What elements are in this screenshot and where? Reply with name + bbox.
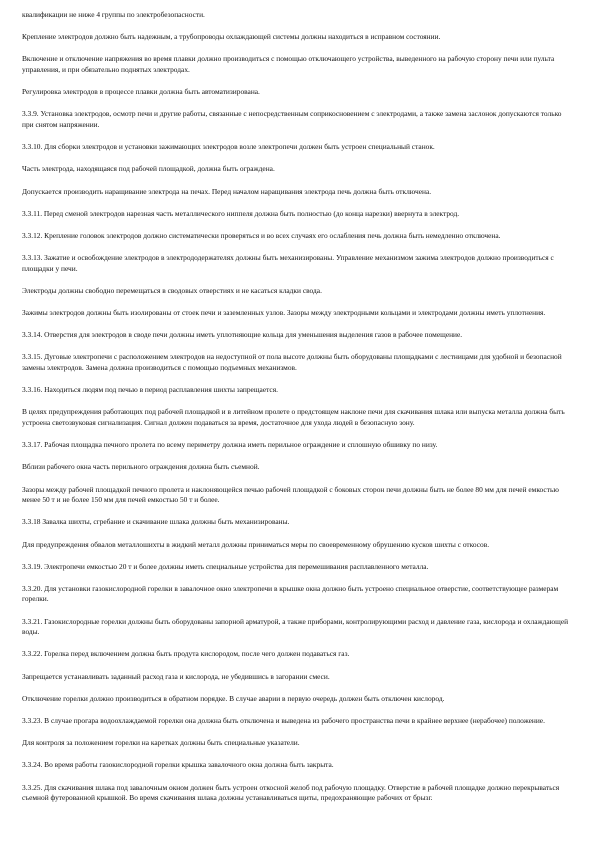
paragraph-2: Крепление электродов должно быть надежным, а трубопроводы охлаждающей системы должны находиться в исправном состоянии. xyxy=(22,32,441,42)
paragraph-30: Для контроля за положением горелки на каретках должны быть специальные указатели. xyxy=(22,738,300,748)
paragraph-14: 3.3.14. Отверстия для электродов в своде печи должны иметь уплотняющие кольца для уменьшения выделения газов в рабочее помещение. xyxy=(22,330,463,340)
paragraph-32: 3.3.25. Для скачивания шлака под завалочным окном должен быть устроен откосной желоб под рабочую площадку. Отверстие в рабочей площадке должно перекрываться съемной футерованной крышкой. Во время скачивания шлака должны устанавливаться щиты, предохраняющие рабочих от брызг. xyxy=(22,782,560,803)
paragraph-9: 3.3.11. Перед сменой электродов нарезная часть металлического ниппеля должна быть полностью (до конца нарезки) ввернута в электрод. xyxy=(22,208,460,218)
paragraph-24: 3.3.20. Для установки газокислородной горелки в завалочное окно электропечи в крышке окна должно быть устроено специальное отверстие, соответствующее размерам горелки. xyxy=(22,583,559,604)
paragraph-13: Зажимы электродов должны быть изолированы от стоек печи и заземленных узлов. Зазоры между электродными кольцами и электродами должны иметь уплотнения. xyxy=(22,308,546,318)
paragraph-26: 3.3.22. Горелка перед включением должна быть продута кислородом, после чего должен подаваться газ. xyxy=(22,649,350,659)
paragraph-28: Отключение горелки должно производиться в обратном порядке. В случае аварии в первую очередь должен быть отключен кислород. xyxy=(22,693,445,703)
paragraph-20: Зазоры между рабочей площадкой печного пролета и наклоняющейся печью рабочей площадкой с боковых сторон печи должны быть не более 80 мм для печей емкостью менее 50 т и не более 150 мм для печей емкостью 50 т и более. xyxy=(22,484,559,505)
paragraph-1: квалификации не ниже 4 группы по электробезопасности. xyxy=(22,10,205,19)
paragraph-27: Запрещается устанавливать заданный расход газа и кислорода, не убедившись в загорании смеси. xyxy=(22,671,330,681)
paragraph-16: 3.3.16. Находиться людям под печью в период расплавления шихты запрещается. xyxy=(22,385,278,395)
document-page xyxy=(22,10,573,836)
paragraph-19: Вблизи рабочего окна часть перильного ограждения должна быть съемной. xyxy=(22,462,260,472)
paragraph-17: В целях предупреждения работающих под рабочей площадкой и в литейном пролете о предстоящем наклоне печи для скачивания шлака или выпуска металла должна быть устроена светозвуковая сигнализация. Сигнал должен подаваться за время, достаточное для ухода людей в безопасную зону. xyxy=(22,407,565,427)
paragraph-25: 3.3.21. Газокислородные горелки должны быть оборудованы запорной арматурой, а также приборами, контролирующими расход и давление газа, кислорода и охлаждающей воды. xyxy=(22,616,569,637)
paragraph-10: 3.3.12. Крепление головок электродов должно систематически проверяться и во всех случаях его ослабления печь должна быть немедленно отключена. xyxy=(22,230,501,240)
paragraph-18: 3.3.17. Рабочая площадка печного пролета по всему периметру должна иметь перильное ограждение и сплошную обшивку по низу. xyxy=(22,440,438,450)
paragraph-7: Часть электрода, находящаяся под рабочей площадкой, должна быть ограждена. xyxy=(22,164,275,174)
paragraph-21: 3.3.18 Завалка шихты, сгребание и скачивание шлака должны быть механизированы. xyxy=(22,517,290,527)
paragraph-3: Включение и отключение напряжения во время плавки должно производиться с помощью отключающего устройства, выведенного на рабочую сторону печи или пульта управления, и при обязательно поднятых электродах. xyxy=(22,54,555,74)
paragraph-5: 3.3.9. Установка электродов, осмотр печи и другие работы, связанные с непосредственным соприкосновением с электродами, а также замена заслонок допускаются только при снятом напряжении. xyxy=(22,109,562,129)
paragraph-11: 3.3.13. Зажатие и освобождение электродов в электрододержателях должны быть механизированы. Управление механизмом зажима электродов должно производиться с площадки у печи. xyxy=(22,253,554,273)
paragraph-12: Электроды должны свободно перемещаться в сводовых отверстиях и не касаться кладки свода. xyxy=(22,285,322,295)
paragraph-15: 3.3.15. Дуговые электропечи с расположением электродов на недоступной от пола высоте должны быть оборудованы площадками с лестницами для удобной и безопасной замены электродов. Замена должна производиться с помощью подъемных механизмов. xyxy=(22,352,562,372)
paragraph-29: 3.3.23. В случае прогара водоохлаждаемой горелки она должна быть отключена и выведена из рабочего пространства печи в крайнее верхнее (нерабочее) положение. xyxy=(22,716,545,725)
paragraph-23: 3.3.19. Электропечи емкостью 20 т и более должны иметь специальные устройства для перемешивания расплавленного металла. xyxy=(22,561,429,571)
paragraph-8: Допускается производить наращивание электрода на печах. Перед началом наращивания электрода печь должна быть отключена. xyxy=(22,186,432,196)
paragraph-31: 3.3.24. Во время работы газокислородной горелки крышка завалочного окна должна быть закрыта. xyxy=(22,760,334,770)
paragraph-6: 3.3.10. Для сборки электродов и установки зажимающих электродов возле электропечи должен быть устроен специальный станок. xyxy=(22,142,435,152)
paragraph-22: Для предупреждения обвалов металлошихты в жидкий металл должны приниматься меры по своевременному обрушению кусков шихты с откосов. xyxy=(22,539,490,549)
paragraph-4: Регулировка электродов в процессе плавки должна быть автоматизирована. xyxy=(22,87,260,97)
